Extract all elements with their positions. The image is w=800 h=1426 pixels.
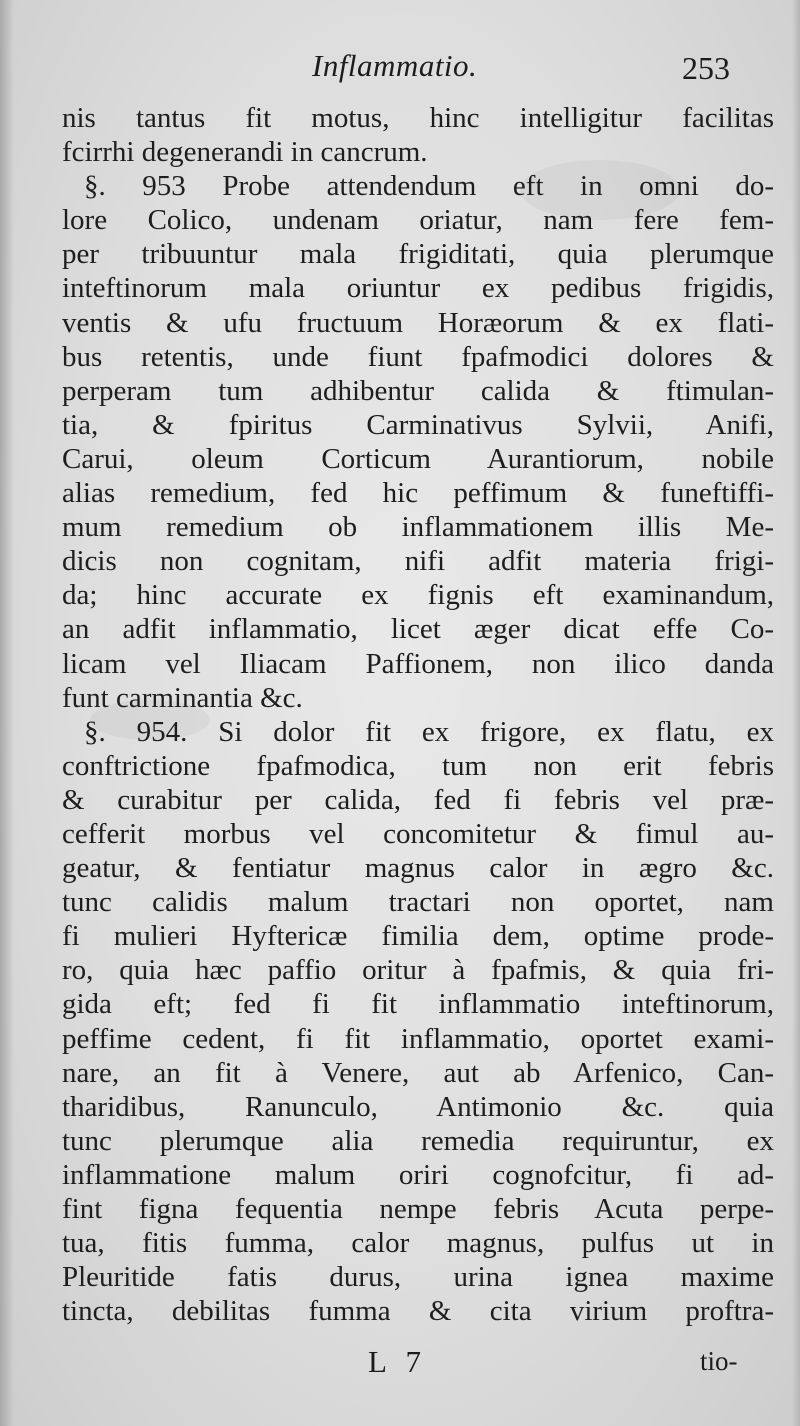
text-line: fint figna fequentia nempe febris Acuta perpe-	[62, 1193, 774, 1225]
text-line: tua, fitis fumma, calor magnus, pulfus ut in	[62, 1227, 774, 1260]
text-line: Pleuritide fatis durus, urina ignea maxime	[62, 1261, 774, 1294]
text-line: & curabitur per calida, fed fi febris vel præ-	[62, 783, 774, 816]
text-line: Carui, oleum Corticum Aurantiorum, nobile	[62, 442, 774, 475]
text-line: an adfit inflammatio, licet æger dicat effe Co-	[62, 613, 774, 646]
page-footer	[0, 1344, 800, 1394]
running-title: Inflammatio.	[312, 48, 478, 83]
text-line: per tribuuntur mala frigiditati, quia plerumque	[62, 238, 774, 271]
text-line: lore Colico, undenam oriatur, nam fere fem-	[62, 204, 774, 237]
page-header	[0, 48, 800, 98]
catchword: tio-	[700, 1346, 738, 1376]
page-right-shadow	[792, 0, 800, 1426]
text-line: alias remedium, fed hic peffimum & funeftiffi-	[62, 477, 774, 510]
text-line: licam vel Iliacam Paffionem, non ilico danda	[62, 647, 774, 680]
text-line: mum remedium ob inflammationem illis Me-	[62, 511, 774, 544]
text-line: bus retentis, unde fiunt fpafmodici dolores &	[62, 340, 774, 373]
text-line: inteftinorum mala oriuntur ex pedibus frigidis,	[62, 272, 774, 305]
page-number: 253	[682, 50, 730, 86]
text-line: tincta, debilitas fumma & cita virium proftra-	[62, 1295, 774, 1328]
text-line: ventis & ufu fructuum Horæorum & ex flati-	[62, 306, 774, 339]
text-line: tharidibus, Ranunculo, Antimonio &c. quia	[62, 1090, 774, 1123]
text-line: fi mulieri Hyftericæ fimilia dem, optime prode-	[62, 920, 774, 953]
text-line: ro, quia hæc paffio oritur à fpafmis, & quia fri-	[62, 954, 774, 987]
text-line: dicis non cognitam, nifi adfit materia frigi-	[62, 545, 774, 578]
text-line: tia, & fpiritus Carminativus Sylvii, Anifi,	[62, 408, 774, 441]
text-line: peffime cedent, fi fit inflammatio, oportet exami-	[62, 1022, 774, 1055]
text-line: perperam tum adhibentur calida & ftimulan-	[62, 374, 774, 407]
paragraph-954-start: §. 954. Si dolor fit ex frigore, ex flatu, ex	[84, 715, 774, 748]
text-line: nis tantus fit motus, hinc intelligitur facilitas	[62, 102, 774, 134]
text-line: funt carminantia &c.	[62, 681, 303, 714]
paragraph-953-start: §. 953 Probe attendendum eft in omni do-	[84, 170, 774, 203]
text-line: gida eft; fed fi fit inflammatio inteftinorum,	[62, 988, 774, 1021]
signature-mark: L 7	[368, 1344, 428, 1379]
text-line: conftrictione fpafmodica, tum non erit febris	[62, 749, 774, 782]
text-line: tunc calidis malum tractari non oportet, nam	[62, 886, 774, 919]
body-text	[62, 101, 774, 1328]
text-line: fcirrhi degenerandi in cancrum.	[62, 136, 428, 169]
text-line: nare, an fit à Venere, aut ab Arfenico, Can-	[62, 1056, 774, 1089]
page-left-shadow	[0, 0, 14, 1426]
text-line: da; hinc accurate ex fignis eft examinandum,	[62, 579, 774, 612]
text-line: cefferit morbus vel concomitetur & fimul au-	[62, 817, 774, 850]
text-line: geatur, & fentiatur magnus calor in ægro &c.	[62, 852, 774, 885]
text-line: inflammatione malum oriri cognofcitur, fi ad-	[62, 1158, 774, 1191]
text-line: tunc plerumque alia remedia requiruntur, ex	[62, 1124, 774, 1157]
